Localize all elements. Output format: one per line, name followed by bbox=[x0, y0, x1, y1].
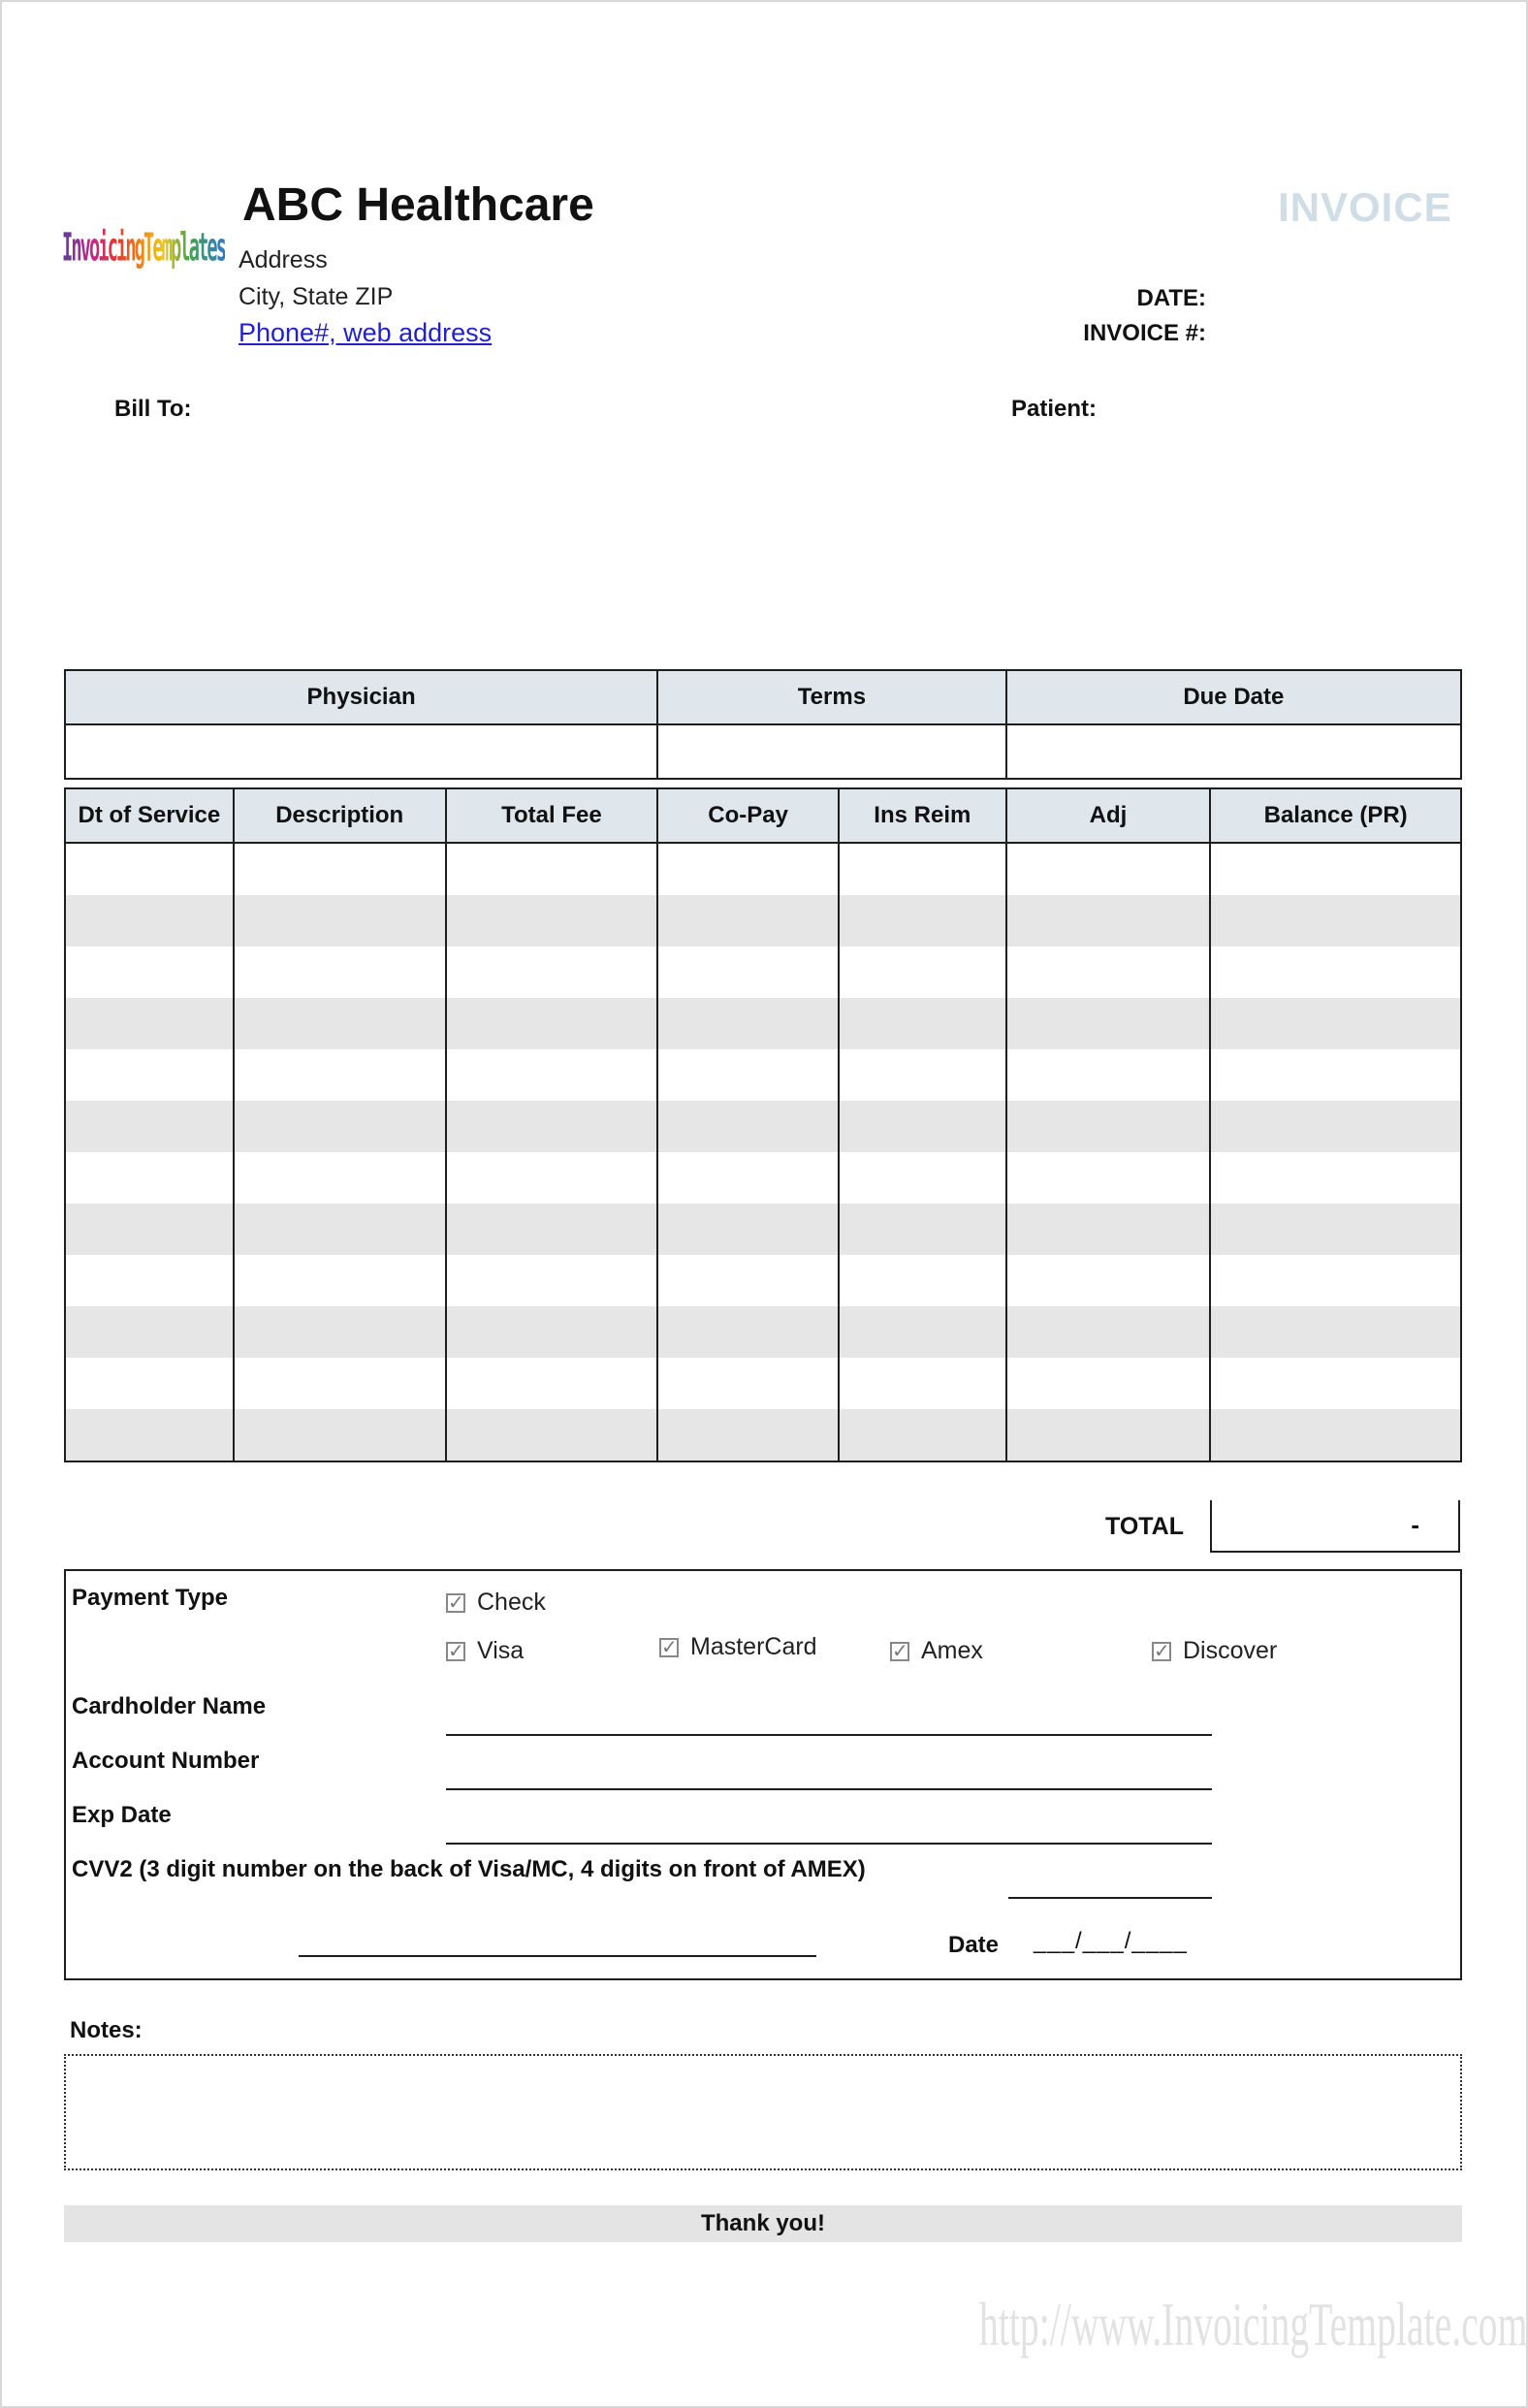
mastercard-checkbox[interactable]: ✓ bbox=[661, 1636, 678, 1658]
table-cell[interactable] bbox=[446, 1358, 658, 1409]
table-cell[interactable] bbox=[446, 1255, 658, 1306]
table-cell[interactable] bbox=[1006, 1255, 1211, 1306]
table-cell[interactable] bbox=[446, 895, 658, 947]
physician-terms-table bbox=[64, 669, 1462, 780]
table-cell[interactable] bbox=[234, 998, 446, 1049]
total-value-box bbox=[1210, 1500, 1460, 1553]
payment-section bbox=[64, 1569, 1462, 1980]
table-row bbox=[65, 1101, 1461, 1152]
header-balance-pr: Balance (PR) bbox=[1210, 788, 1461, 843]
physician-cell[interactable] bbox=[65, 724, 657, 779]
mastercard-option-label: MasterCard bbox=[690, 1633, 817, 1660]
table-cell[interactable] bbox=[65, 998, 234, 1049]
table-row bbox=[65, 1358, 1461, 1409]
table-cell[interactable] bbox=[234, 947, 446, 998]
thank-you-bar: Thank you! bbox=[64, 2205, 1462, 2242]
table-cell[interactable] bbox=[839, 895, 1006, 947]
amex-option[interactable] bbox=[890, 1637, 983, 1665]
table-cell[interactable] bbox=[446, 1409, 658, 1461]
amex-option-label: Amex bbox=[921, 1637, 983, 1664]
logo-text: InvoicingTemplates bbox=[62, 225, 226, 272]
table-cell[interactable] bbox=[234, 1358, 446, 1409]
table-cell[interactable] bbox=[657, 1204, 839, 1255]
table-cell[interactable] bbox=[1006, 947, 1211, 998]
table-cell[interactable] bbox=[839, 1255, 1006, 1306]
exp-date-line[interactable] bbox=[446, 1843, 1212, 1845]
table-cell[interactable] bbox=[1210, 1049, 1461, 1101]
table-cell[interactable] bbox=[839, 843, 1006, 895]
exp-date-label: Exp Date bbox=[72, 1802, 172, 1828]
table-cell[interactable] bbox=[446, 1204, 658, 1255]
check-option-label: Check bbox=[477, 1589, 546, 1616]
table-cell[interactable] bbox=[1210, 1101, 1461, 1152]
company-name: ABC Healthcare bbox=[242, 179, 594, 231]
account-number-line[interactable] bbox=[446, 1788, 1212, 1790]
table-cell[interactable] bbox=[657, 1358, 839, 1409]
header-dt-of-service: Dt of Service bbox=[65, 788, 234, 843]
table-cell[interactable] bbox=[1006, 1049, 1211, 1101]
table-cell[interactable] bbox=[657, 1306, 839, 1358]
table-row bbox=[65, 1049, 1461, 1101]
table-cell[interactable] bbox=[839, 1101, 1006, 1152]
table-cell[interactable] bbox=[234, 1306, 446, 1358]
table-cell[interactable] bbox=[1210, 895, 1461, 947]
table-cell[interactable] bbox=[234, 1255, 446, 1306]
table-row bbox=[65, 1152, 1461, 1204]
table-cell[interactable] bbox=[1006, 1306, 1211, 1358]
table-row bbox=[65, 947, 1461, 998]
table-cell[interactable] bbox=[1210, 843, 1461, 895]
table-cell[interactable] bbox=[65, 843, 234, 895]
table-cell[interactable] bbox=[65, 1204, 234, 1255]
cvv2-line[interactable] bbox=[1008, 1897, 1212, 1899]
signature-date-label: Date bbox=[948, 1932, 1000, 1958]
table-cell[interactable] bbox=[657, 1152, 839, 1204]
table-row bbox=[65, 1255, 1461, 1306]
visa-option-label: Visa bbox=[477, 1637, 525, 1664]
table-cell[interactable] bbox=[1210, 1409, 1461, 1461]
table-cell[interactable] bbox=[65, 895, 234, 947]
table-cell[interactable] bbox=[1006, 1152, 1211, 1204]
check-option[interactable] bbox=[446, 1589, 546, 1617]
table-cell[interactable] bbox=[1210, 998, 1461, 1049]
notes-label: Notes: bbox=[70, 2017, 143, 2043]
table-cell[interactable] bbox=[839, 1204, 1006, 1255]
total-label: TOTAL bbox=[1105, 1513, 1185, 1540]
table-row bbox=[65, 1409, 1461, 1461]
table-cell[interactable] bbox=[446, 1101, 658, 1152]
table-cell[interactable] bbox=[234, 1049, 446, 1101]
table-cell[interactable] bbox=[65, 1049, 234, 1101]
header-physician: Physician bbox=[65, 670, 657, 724]
discover-option-label: Discover bbox=[1183, 1637, 1278, 1664]
company-logo bbox=[62, 225, 237, 301]
cvv2-label: CVV2 (3 digit number on the back of Visa/MC, 4 digits on front of AMEX) bbox=[72, 1856, 866, 1882]
table-cell[interactable] bbox=[65, 947, 234, 998]
amex-checkbox[interactable]: ✓ bbox=[892, 1640, 908, 1662]
signature-line[interactable] bbox=[299, 1955, 816, 1957]
header-description: Description bbox=[234, 788, 446, 843]
service-table bbox=[64, 787, 1462, 1462]
header-adj: Adj bbox=[1006, 788, 1211, 843]
table-cell[interactable] bbox=[234, 1204, 446, 1255]
table-cell[interactable] bbox=[839, 1358, 1006, 1409]
table-cell[interactable] bbox=[657, 1101, 839, 1152]
watermark-text: http://www.InvoicingTemplate.com bbox=[979, 2290, 1528, 2359]
notes-box[interactable] bbox=[64, 2054, 1462, 2170]
table-cell[interactable] bbox=[65, 1255, 234, 1306]
header-co-pay: Co-Pay bbox=[657, 788, 839, 843]
company-address: Address bbox=[239, 246, 328, 273]
table-cell[interactable] bbox=[839, 947, 1006, 998]
table-cell[interactable] bbox=[446, 1049, 658, 1101]
table-cell[interactable] bbox=[657, 1255, 839, 1306]
cardholder-name-label: Cardholder Name bbox=[72, 1693, 267, 1719]
table-cell[interactable] bbox=[1006, 843, 1211, 895]
due-date-cell[interactable] bbox=[1006, 724, 1461, 779]
table-cell[interactable] bbox=[657, 1409, 839, 1461]
table-cell[interactable] bbox=[1006, 895, 1211, 947]
invoice-number-label: INVOICE #: bbox=[1083, 320, 1206, 346]
table-cell[interactable] bbox=[234, 843, 446, 895]
table-row bbox=[65, 1204, 1461, 1255]
table-row bbox=[65, 1306, 1461, 1358]
signature-date-blank[interactable]: ___/___/____ bbox=[1034, 1928, 1188, 1954]
table-cell[interactable] bbox=[1006, 1204, 1211, 1255]
table-cell[interactable] bbox=[839, 1409, 1006, 1461]
table-cell[interactable] bbox=[65, 1101, 234, 1152]
table-cell[interactable] bbox=[234, 1101, 446, 1152]
visa-option[interactable] bbox=[446, 1637, 524, 1665]
mastercard-option[interactable] bbox=[659, 1633, 817, 1661]
company-city-state-zip: City, State ZIP bbox=[239, 283, 394, 310]
table-cell[interactable] bbox=[446, 1152, 658, 1204]
table-cell[interactable] bbox=[1210, 1358, 1461, 1409]
patient-label: Patient: bbox=[1011, 396, 1098, 422]
table-cell[interactable] bbox=[657, 895, 839, 947]
total-value: - bbox=[1411, 1510, 1419, 1539]
account-number-label: Account Number bbox=[72, 1748, 260, 1774]
cardholder-name-line[interactable] bbox=[446, 1734, 1212, 1736]
table-row bbox=[65, 843, 1461, 895]
table-cell[interactable] bbox=[839, 1152, 1006, 1204]
table-cell[interactable] bbox=[657, 1049, 839, 1101]
table-cell[interactable] bbox=[657, 843, 839, 895]
discover-checkbox[interactable]: ✓ bbox=[1154, 1640, 1170, 1662]
table-cell[interactable] bbox=[1006, 1101, 1211, 1152]
table-cell[interactable] bbox=[1210, 1255, 1461, 1306]
table-cell[interactable] bbox=[1210, 1306, 1461, 1358]
invoice-date-label: DATE: bbox=[1136, 285, 1206, 311]
table-cell[interactable] bbox=[1006, 998, 1211, 1049]
table-cell[interactable] bbox=[1006, 1358, 1211, 1409]
header-terms: Terms bbox=[657, 670, 1006, 724]
table-cell[interactable] bbox=[839, 1049, 1006, 1101]
table-cell[interactable] bbox=[839, 1306, 1006, 1358]
header-ins-reim: Ins Reim bbox=[839, 788, 1006, 843]
table-cell[interactable] bbox=[1210, 1204, 1461, 1255]
table-cell[interactable] bbox=[446, 998, 658, 1049]
payment-type-label: Payment Type bbox=[72, 1585, 228, 1611]
table-cell[interactable] bbox=[839, 998, 1006, 1049]
table-cell[interactable] bbox=[1210, 1152, 1461, 1204]
invoice-title: INVOICE bbox=[1278, 184, 1452, 230]
company-phone-web-link[interactable]: Phone#, web address bbox=[239, 318, 493, 347]
table-cell[interactable] bbox=[1006, 1409, 1211, 1461]
table-cell[interactable] bbox=[1210, 947, 1461, 998]
table-cell[interactable] bbox=[65, 1358, 234, 1409]
visa-checkbox[interactable]: ✓ bbox=[448, 1640, 464, 1662]
table-row bbox=[65, 998, 1461, 1049]
table-cell[interactable] bbox=[446, 947, 658, 998]
table-cell[interactable] bbox=[234, 1409, 446, 1461]
table-cell[interactable] bbox=[234, 895, 446, 947]
terms-cell[interactable] bbox=[657, 724, 1006, 779]
table-row bbox=[65, 895, 1461, 947]
table-cell[interactable] bbox=[657, 947, 839, 998]
check-checkbox[interactable]: ✓ bbox=[448, 1591, 464, 1614]
discover-option[interactable] bbox=[1152, 1637, 1277, 1665]
table-cell[interactable] bbox=[234, 1152, 446, 1204]
table-cell[interactable] bbox=[65, 1152, 234, 1204]
header-total-fee: Total Fee bbox=[446, 788, 658, 843]
table-cell[interactable] bbox=[65, 1409, 234, 1461]
table-cell[interactable] bbox=[657, 998, 839, 1049]
table-cell[interactable] bbox=[446, 1306, 658, 1358]
bill-to-label: Bill To: bbox=[114, 396, 192, 422]
table-cell[interactable] bbox=[446, 843, 658, 895]
table-cell[interactable] bbox=[65, 1306, 234, 1358]
header-due-date: Due Date bbox=[1006, 670, 1461, 724]
